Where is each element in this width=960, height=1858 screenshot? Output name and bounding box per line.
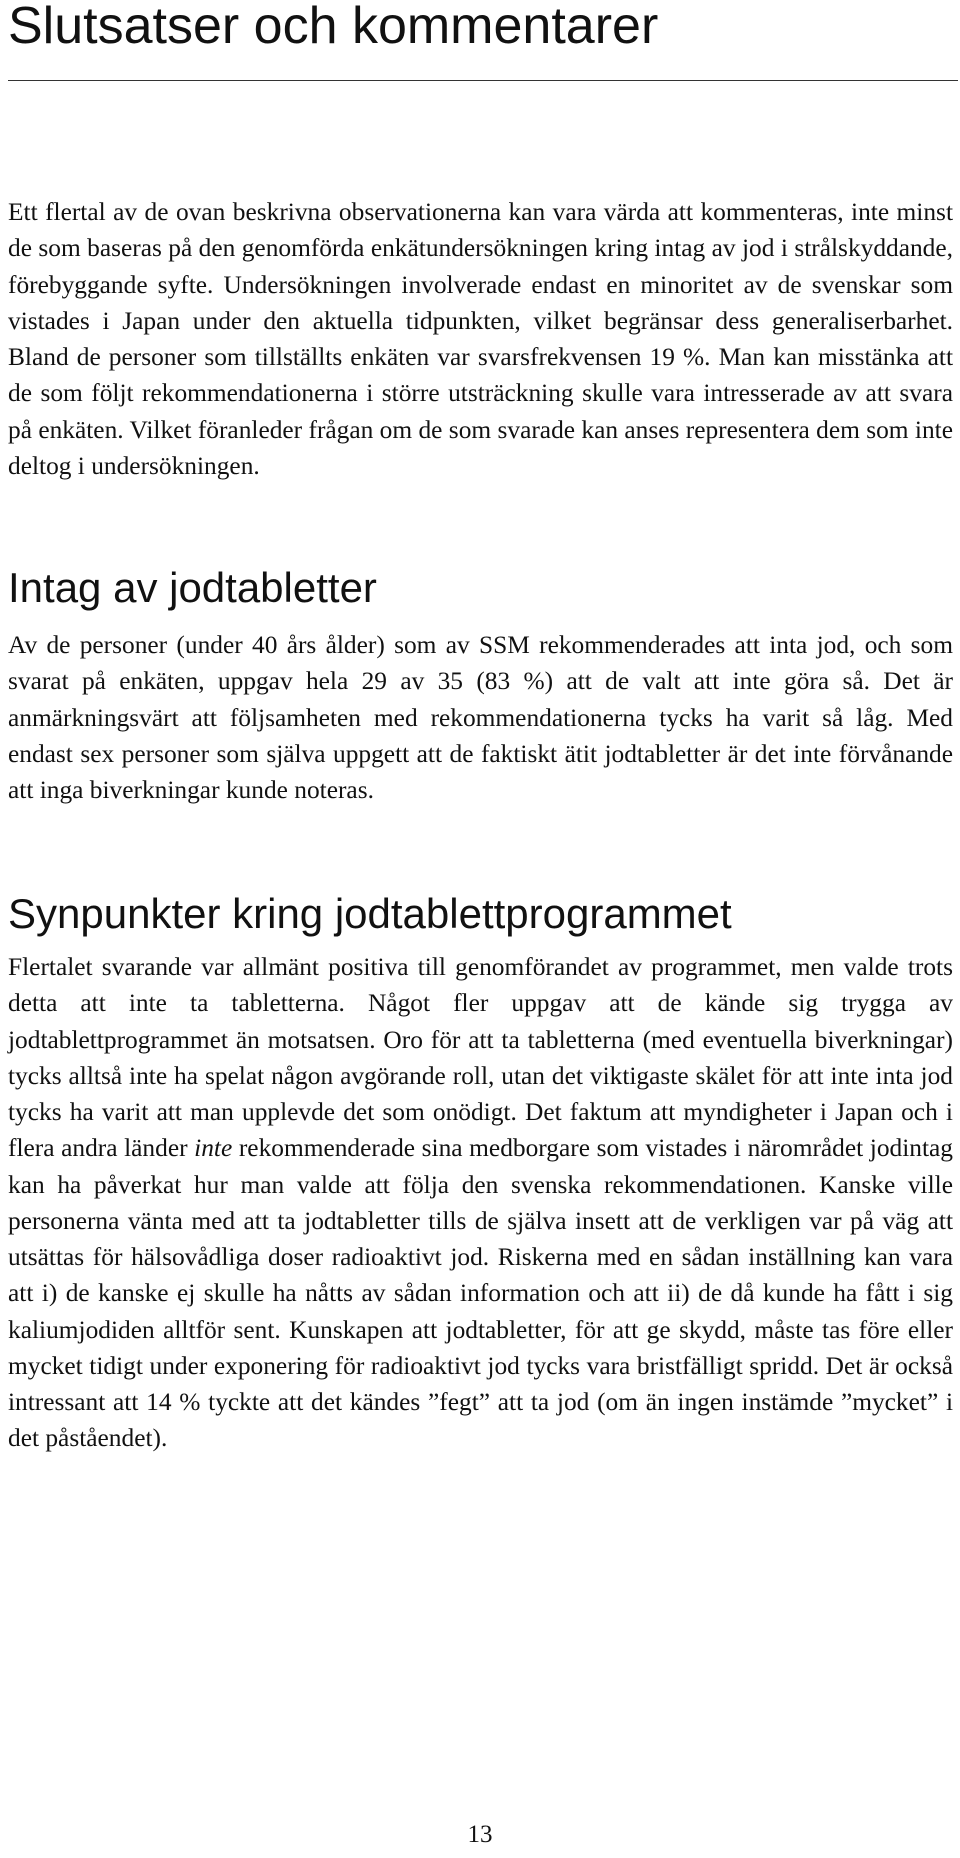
page-number: 13 bbox=[467, 1821, 493, 1848]
section-heading-synpunkter: Synpunkter kring jodtablettprogrammet bbox=[8, 890, 732, 937]
title-rule bbox=[8, 80, 958, 81]
section-heading-intag: Intag av jodtabletter bbox=[8, 564, 377, 611]
emphasis-text: inte bbox=[194, 1134, 233, 1163]
section-paragraph-intag: Av de personer (under 40 års ålder) som av SSM rekommenderades att inta jod, och som svarat på enkäten, uppgav hela 29 av 35 (83 %) att de valt att inte göra så. Det är anmärkningsvärt att följsamheten med rekommendationerna tycks ha varit så låg. Med endast sex personer som själva uppgett att de faktiskt ätit jodtabletter är det inte förvånande att inga biverkningar kunde noteras. bbox=[8, 631, 953, 804]
chapter-title: Slutsatser och kommentarer bbox=[8, 0, 659, 55]
paragraph-text-part: Flertalet svarande var allmänt positiva till genomförandet av programmet, men valde trots detta att inte ta tabletterna. Något fler uppgav att de kände sig trygga av jodtablettprogrammet än motsatsen. Oro för att ta tabletterna (med eventuella biverkningar) tycks alltså inte ha spelat någon avgörande roll, utan det viktigaste skälet för att inte inta jod tycks ha varit att man upplevde det som onödigt. Det faktum att myndigheter i Japan och i flera andra länder bbox=[8, 953, 953, 1163]
paragraph-text-part: rekommenderade sina medborgare som vistades i närområdet jodintag kan ha påverkat hur man valde att följa den svenska rekommendationen. Kanske ville personerna vänta med att ta jodtabletter tills de själva insett att de verkligen var på väg att utsättas för hälsovådliga doser radioaktivt jod. Riskerna med en sådan inställning kan vara att i) de kanske ej skulle ha nåtts av sådan information och att ii) de då kunde ha fått i sig kaliumjodiden alltför sent. Kunskapen att jodtabletter, för att ge skydd, måste tas före eller mycket tidigt under exponering för radioaktivt jod tycks vara bristfälligt spridd. Det är också intressant att 14 % tyckte att det kändes ”fegt” att ta jod (om än ingen instämde ”mycket” i det påståendet). bbox=[8, 1134, 954, 1453]
section-paragraph-synpunkter bbox=[8, 949, 953, 1457]
intro-paragraph: Ett flertal av de ovan beskrivna observationerna kan vara värda att kommenteras, inte minst de som baseras på den genomförda enkätundersökningen kring intag av jod i strålskyddande, förebyggande syfte. Undersökningen involverade endast en minoritet av de svenskar som vistades i Japan under den aktuella tidpunkten, vilket begränsar dess generaliserbarhet. Bland de personer som tillställts enkäten var svarsfrekvensen 19 %. Man kan misstänka att de som följt rekommendationerna i större utsträckning skulle vara intresserade av att svara på enkäten. Vilket föranleder frågan om de som svarade kan anses representera dem som inte deltog i undersökningen. bbox=[8, 198, 953, 480]
